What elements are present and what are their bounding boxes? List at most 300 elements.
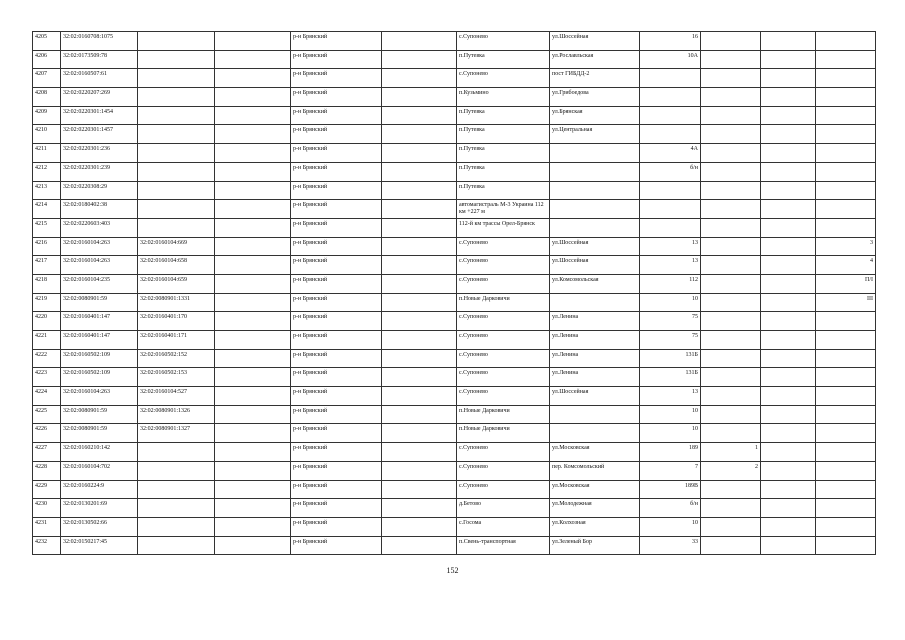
cell-text: 75 [692,333,698,339]
cell-text: 4219 [35,295,47,302]
building-cell [701,218,761,237]
cell-text [818,88,873,90]
table-row [33,144,876,163]
street-cell [550,144,640,163]
cadastral-number-cell [61,405,138,424]
cell-text: 32:02:0220308:29 [63,183,108,190]
street-cell [550,181,640,200]
building-cell [701,106,761,125]
row-number-cell [33,218,61,237]
empty-cell [761,293,816,312]
structure-cell [816,517,876,536]
cadastral-number-2-cell [138,349,215,368]
cell-text: р-н Брянский [293,108,328,115]
cell-text: 16 [692,34,698,40]
structure-cell [816,312,876,331]
cell-text: 4217 [35,258,47,265]
cell-text: 32:02:0160104:263 [63,258,111,265]
empty-cell [382,106,457,125]
cell-text: 33 [692,538,698,545]
structure-cell [816,331,876,350]
cell-text: 4А [690,146,698,153]
cell-text [818,163,873,165]
page-number: 152 [446,566,459,575]
cell-text [703,537,758,539]
cell-text: ул.Московская [552,482,590,489]
cell-text [217,387,288,389]
cell-text [217,537,288,539]
empty-cell [382,293,457,312]
table-row [33,480,876,499]
table-body [33,32,876,555]
building-cell [701,181,761,200]
cell-text [217,163,288,165]
cell-text [217,368,288,370]
building-cell [701,461,761,480]
table-row [33,125,876,144]
building-cell [701,162,761,181]
structure-cell [816,461,876,480]
locality-cell [457,237,550,256]
cell-text [217,88,288,90]
cell-text: 4228 [35,463,47,470]
house-number-cell [640,50,701,69]
cadastral-number-2-cell [138,387,215,406]
cadastral-number-cell [61,274,138,293]
cell-text: 32:02:0160401:147 [63,333,111,339]
cell-text: 4229 [35,482,47,489]
house-number-cell [640,144,701,163]
empty-cell [382,125,457,144]
cell-text: п.Путевка [459,127,485,134]
cell-text: 4214 [35,202,47,209]
house-number-cell [640,480,701,499]
cadastral-number-2-cell [138,293,215,312]
table-row [33,162,876,181]
row-number-cell [33,293,61,312]
cell-text [763,481,813,483]
house-number-cell [640,387,701,406]
cell-text: 10 [692,519,698,526]
cell-text: с.Супонево [459,239,488,246]
cell-text: 32:02:0080901:59 [63,407,108,414]
empty-cell [215,312,291,331]
district-cell [291,443,382,462]
table-row [33,349,876,368]
cell-text: автомагистраль М-3 Украина 112 км +227 м [459,202,544,215]
cell-text: б/н [690,164,698,171]
empty-cell [215,387,291,406]
cell-text: 32:02:0160708:1075 [63,34,114,40]
cell-text [703,256,758,258]
row-number-cell [33,144,61,163]
cell-text [217,481,288,483]
row-number-cell [33,32,61,51]
cell-text [384,331,454,333]
district-cell [291,200,382,219]
district-cell [291,218,382,237]
cell-text: пост ГИБДД-2 [552,71,590,78]
cell-text [818,125,873,127]
cell-text [703,182,758,184]
cell-text [818,499,873,501]
cell-text [384,462,454,464]
district-cell [291,32,382,51]
cell-text [642,69,698,71]
cell-text: 32:02:0160401:171 [140,333,188,339]
cell-text: 32:02:0160104:235 [63,276,111,283]
district-cell [291,162,382,181]
building-cell [701,368,761,387]
cell-text: р-н Брянский [293,445,328,452]
cell-text: р-н Брянский [293,52,328,59]
house-number-cell [640,162,701,181]
row-number-cell [33,106,61,125]
cell-text: 32:02:0160502:109 [63,370,111,377]
row-number-cell [33,536,61,555]
cell-text: 32:02:0160502:152 [140,351,188,358]
building-cell [701,405,761,424]
street-cell [550,50,640,69]
cell-text: 32:02:0130201:69 [63,501,108,508]
empty-cell [215,424,291,443]
building-cell [701,349,761,368]
cell-text: р-н Брянский [293,370,328,377]
empty-cell [761,218,816,237]
empty-cell [382,218,457,237]
cell-text [384,200,454,202]
cell-text [384,387,454,389]
structure-cell [816,88,876,107]
empty-cell [761,480,816,499]
empty-cell [761,69,816,88]
empty-cell [382,312,457,331]
empty-cell [761,88,816,107]
empty-cell [382,536,457,555]
cell-text: п.Новые Дарковичи [459,407,510,414]
house-number-cell [640,461,701,480]
district-cell [291,125,382,144]
cadastral-number-cell [61,237,138,256]
row-number-cell [33,50,61,69]
empty-cell [382,256,457,275]
cell-text: 10 [692,295,698,302]
district-cell [291,106,382,125]
empty-cell [761,274,816,293]
house-number-cell [640,536,701,555]
structure-cell [816,200,876,219]
cell-text [140,219,212,221]
cell-text: 10 [692,426,698,433]
building-cell [701,480,761,499]
cell-text [217,350,288,352]
cadastral-number-2-cell [138,218,215,237]
cell-text: б/н [690,501,698,508]
building-cell [701,499,761,518]
cadastral-number-cell [61,162,138,181]
house-number-cell [640,237,701,256]
cell-text: п.Путевка [459,164,485,171]
cell-text: с.Супонево [459,34,488,40]
cell-text [703,424,758,426]
house-number-cell [640,32,701,51]
cell-text [552,200,637,202]
cell-text [703,331,758,333]
cell-text [763,219,813,221]
building-cell [701,274,761,293]
cadastral-number-cell [61,499,138,518]
cell-text [217,69,288,71]
locality-cell [457,368,550,387]
cell-text: 32:02:0150217:45 [63,538,108,545]
table-row [33,443,876,462]
cell-text: ул.Зеленый Бор [552,538,592,545]
cell-text [140,462,212,464]
cell-text: ул.Шоссейная [552,34,589,40]
cadastral-number-cell [61,256,138,275]
cell-text: 4208 [35,90,47,97]
cell-text: 4222 [35,351,47,358]
cell-text [384,481,454,483]
row-number-cell [33,368,61,387]
building-cell [701,237,761,256]
district-cell [291,256,382,275]
cell-text: р-н Брянский [293,276,328,283]
empty-cell [215,162,291,181]
structure-cell [816,32,876,51]
locality-cell [457,387,550,406]
row-number-cell [33,480,61,499]
district-cell [291,517,382,536]
table-row [33,405,876,424]
cell-text: с.Супонево [459,463,488,470]
cell-text [384,499,454,501]
cell-text: 4223 [35,370,47,377]
cell-text [818,424,873,426]
house-number-cell [640,125,701,144]
cell-text [384,275,454,277]
cell-text: 32:02:0080901:59 [63,295,108,302]
cell-text [140,481,212,483]
district-cell [291,331,382,350]
empty-cell [215,331,291,350]
table-row [33,517,876,536]
locality-cell [457,88,550,107]
cadastral-number-2-cell [138,237,215,256]
cell-text [763,182,813,184]
empty-cell [382,181,457,200]
empty-cell [761,368,816,387]
cell-text [703,238,758,240]
cell-text: п.Кузьмино [459,90,489,97]
locality-cell [457,480,550,499]
cell-text: 112 [689,276,698,283]
cell-text [818,107,873,109]
cell-text [217,32,288,34]
cadastral-number-2-cell [138,517,215,536]
cell-text: 4227 [35,445,47,452]
building-cell [701,32,761,51]
cell-text: 32:02:0160401:170 [140,314,188,321]
empty-cell [761,349,816,368]
empty-cell [761,162,816,181]
cell-text: 32:02:0220301:1454 [63,108,114,115]
cell-text: с.Супонево [459,445,488,452]
empty-cell [382,349,457,368]
cadastral-number-cell [61,443,138,462]
street-cell [550,69,640,88]
street-cell [550,237,640,256]
table-row [33,536,876,555]
cell-text [140,125,212,127]
empty-cell [382,424,457,443]
locality-cell [457,443,550,462]
cell-text: 32:02:0080901:1326 [140,407,191,414]
cell-text [703,387,758,389]
cell-text [552,144,637,146]
cell-text: с.Супонево [459,276,488,283]
cell-text: 4206 [35,52,47,59]
cadastral-number-cell [61,461,138,480]
empty-cell [215,461,291,480]
cell-text: 131Б [685,370,698,377]
cell-text [818,32,873,34]
building-cell [701,312,761,331]
cell-text: 4210 [35,127,47,134]
cell-text [217,182,288,184]
cell-text [763,88,813,90]
row-number-cell [33,237,61,256]
cell-text: 32:02:0160104:669 [140,239,188,246]
cell-text: 32:02:0220301:239 [63,164,111,171]
cell-text: ул.Московская [552,445,590,452]
row-number-cell [33,387,61,406]
cell-text [818,51,873,53]
empty-cell [382,274,457,293]
cell-text: р-н Брянский [293,389,328,396]
house-number-cell [640,181,701,200]
cell-text: 32:02:0160104:658 [140,258,188,265]
cadastral-number-2-cell [138,200,215,219]
locality-cell [457,536,550,555]
empty-cell [215,480,291,499]
house-number-cell [640,517,701,536]
cell-text: 189В [684,482,698,489]
cell-text [703,294,758,296]
empty-cell [215,405,291,424]
cell-text [763,424,813,426]
row-number-cell [33,69,61,88]
cell-text: 10 [692,407,698,414]
structure-cell [816,274,876,293]
row-number-cell [33,88,61,107]
structure-cell [816,499,876,518]
building-cell [701,331,761,350]
cell-text: р-н Брянский [293,407,328,414]
cell-text [763,462,813,464]
cell-text [384,182,454,184]
cell-text: р-н Брянский [293,127,328,134]
cell-text: П/I [865,276,873,283]
street-cell [550,424,640,443]
locality-cell [457,405,550,424]
cell-text: 4232 [35,538,47,545]
row-number-cell [33,517,61,536]
locality-cell [457,424,550,443]
cell-text [140,499,212,501]
street-cell [550,499,640,518]
cadastral-number-2-cell [138,443,215,462]
cadastral-number-2-cell [138,368,215,387]
cell-text [818,144,873,146]
cell-text: 4231 [35,519,47,526]
cell-text: ул.Молодежная [552,501,592,508]
district-cell [291,387,382,406]
cell-text: 4221 [35,333,47,339]
cell-text [384,368,454,370]
cadastral-number-2-cell [138,162,215,181]
cell-text [552,424,637,426]
district-cell [291,88,382,107]
cell-text: ул.Ленина [552,370,579,377]
cell-text: ул.Грибоедова [552,90,589,97]
cadastral-number-cell [61,349,138,368]
cell-text [384,144,454,146]
empty-cell [761,331,816,350]
cell-text: ул.Ленина [552,314,579,321]
cell-text [642,125,698,127]
building-cell [701,256,761,275]
cell-text [140,107,212,109]
row-number-cell [33,499,61,518]
building-cell [701,144,761,163]
cell-text: 4211 [35,146,47,153]
street-cell [550,331,640,350]
cell-text [703,125,758,127]
cell-text [140,182,212,184]
empty-cell [382,144,457,163]
cell-text [642,182,698,184]
cell-text [217,219,288,221]
empty-cell [761,312,816,331]
cadastral-number-2-cell [138,312,215,331]
cell-text: 32:02:0160104:263 [63,389,111,396]
house-number-cell [640,368,701,387]
cell-text: 1 [755,445,758,452]
cell-text: р-н Брянский [293,202,328,209]
cell-text [763,200,813,202]
structure-cell [816,256,876,275]
empty-cell [761,461,816,480]
empty-cell [215,69,291,88]
empty-cell [382,237,457,256]
empty-cell [382,368,457,387]
empty-cell [382,69,457,88]
empty-cell [215,517,291,536]
structure-cell [816,69,876,88]
cadastral-number-cell [61,517,138,536]
cell-text [763,238,813,240]
house-number-cell [640,312,701,331]
cell-text: 2 [755,463,758,470]
cadastral-number-cell [61,50,138,69]
building-cell [701,443,761,462]
cell-text: 32:02:0173509:78 [63,52,108,59]
empty-cell [761,536,816,555]
empty-cell [761,443,816,462]
cell-text: 32:02:0220603:403 [63,220,111,227]
cell-text [384,163,454,165]
